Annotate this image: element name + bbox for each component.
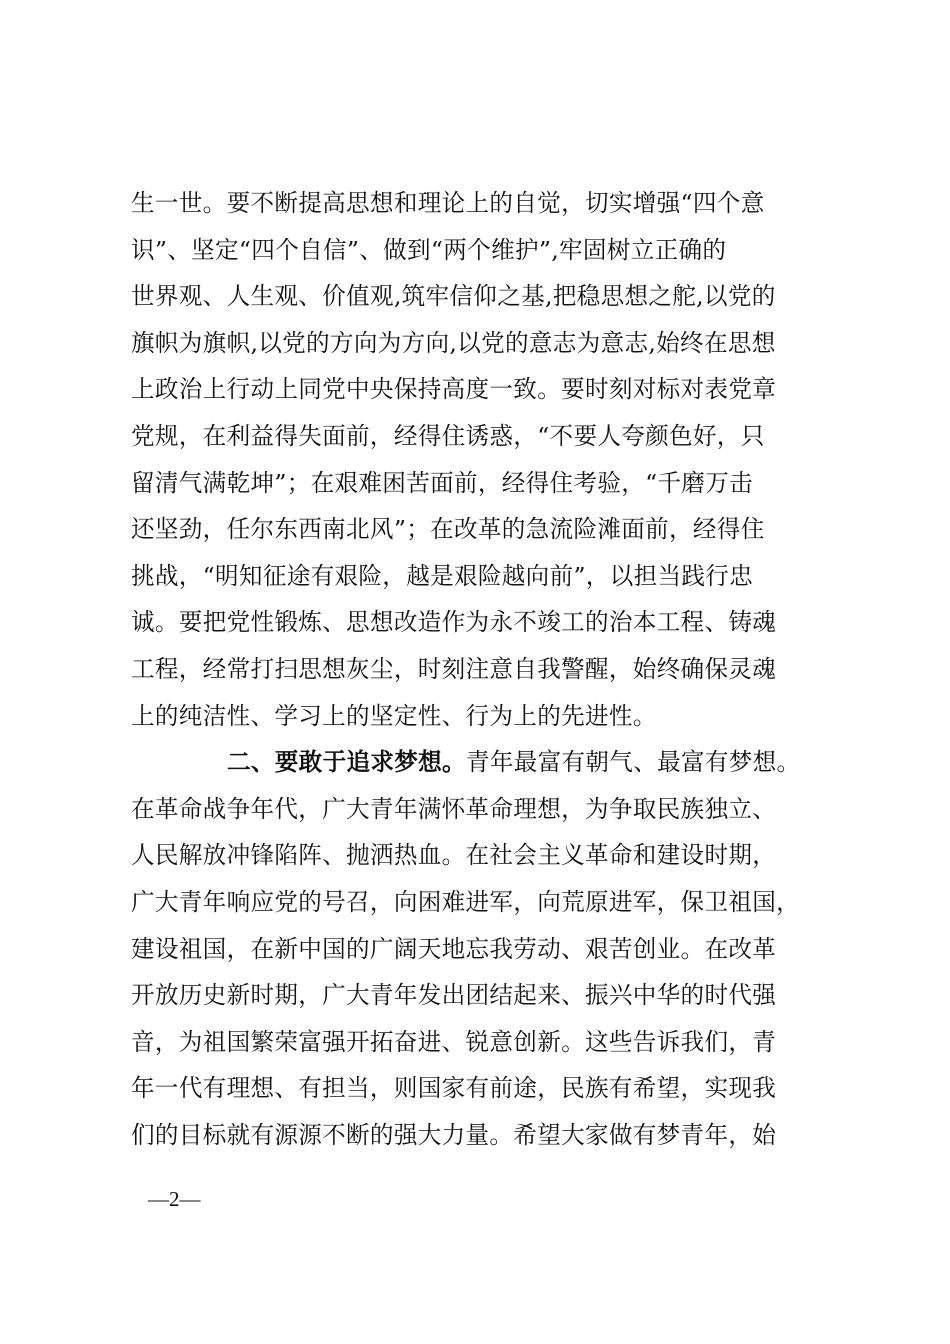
text-line-20: 年一代有理想、有担当，则国家有前途，民族有希望，实现我	[131, 1074, 777, 1103]
text-line-3: 世界观、人生观、价值观,筑牢信仰之基,把稳思想之舵,以党的	[131, 282, 776, 311]
text-line-7: 留清气满乾坤”；在艰难困苦面前，经得住考验，“千磨万击	[131, 468, 754, 497]
text-line-17: 建设祖国，在新中国的广阔天地忘我劳动、艰苦创业。在改革	[131, 934, 777, 963]
text-line-8: 还坚劲，任尔东西南北风”；在改革的急流险滩面前，经得住	[131, 515, 765, 544]
section-heading-line	[131, 739, 851, 786]
text-line-10: 诚。要把党性锻炼、思想改造作为永不竣工的治本工程、铸魂	[131, 608, 777, 637]
text-line-16: 广大青年响应党的号召，向困难进军，向荒原进军，保卫祖国，	[131, 887, 801, 916]
text-line-18: 开放历史新时期，广大青年发出团结起来、振兴中华的时代强	[131, 981, 777, 1010]
text-line-4: 旗帜为旗帜,以党的方向为方向,以党的意志为意志,始终在思想	[131, 328, 776, 357]
section-heading-rest: 青年最富有朝气、最富有梦想。	[465, 748, 801, 777]
text-line-19: 音，为祖国繁荣富强开拓奋进、锐意创新。这些告诉我们，青	[131, 1027, 777, 1056]
text-line-12: 上的纯洁性、学习上的坚定性、行为上的先进性。	[131, 701, 657, 730]
text-line-11: 工程，经常打扫思想灰尘，时刻注意自我警醒，始终确保灵魂	[131, 654, 777, 683]
text-line-1: 生一世。要不断提高思想和理论上的自觉，切实增强“四个意	[131, 189, 765, 217]
text-line-15: 人民解放冲锋陷阵、抛洒热血。在社会主义革命和建设时期，	[131, 841, 777, 870]
text-line-21: 们的目标就有源源不断的强大力量。希望大家做有梦青年，始	[131, 1120, 777, 1149]
page-number: —2—	[148, 1187, 201, 1211]
text-line-14: 在革命战争年代，广大青年满怀革命理想，为争取民族独立、	[131, 794, 777, 823]
section-heading: 二、要敢于追求梦想。	[227, 748, 466, 777]
text-line-5: 上政治上行动上同党中央保持高度一致。要时刻对标对表党章	[131, 375, 777, 404]
text-line-9: 挑战，“明知征途有艰险，越是艰险越向前”，以担当践行忠	[131, 561, 754, 590]
text-line-6: 党规，在利益得失面前，经得住诱惑，“不要人夸颜色好，只	[131, 421, 765, 450]
body-text	[131, 180, 851, 1158]
text-line-2: 识”、坚定“四个自信”、做到“两个维护”,牢固树立正确的	[131, 235, 727, 264]
